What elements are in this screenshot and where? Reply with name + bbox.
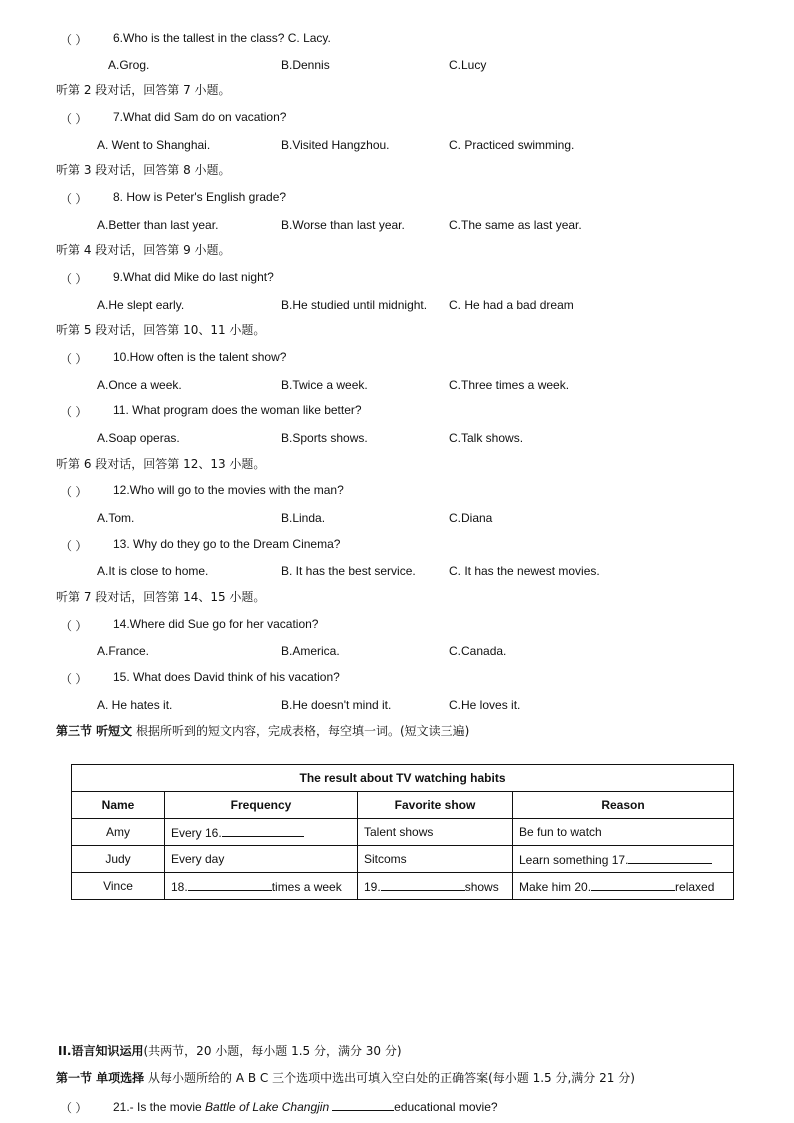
option-c: C.Canada.: [449, 644, 507, 658]
question-7: 7.What did Sam do on vacation?: [113, 110, 287, 124]
option-b: B.Visited Hangzhou.: [281, 138, 390, 152]
question-10: 10.How often is the talent show?: [113, 350, 287, 364]
answer-blank-16[interactable]: [222, 825, 304, 837]
option-b: B.He studied until midnight.: [281, 298, 428, 312]
option-b: B.Worse than last year.: [281, 218, 405, 232]
cell-frequency: [165, 873, 358, 900]
answer-paren: （ ）: [60, 1101, 88, 1115]
question-14: 14.Where did Sue go for her vacation?: [113, 617, 319, 631]
cell-frequency: Every day: [165, 846, 358, 873]
cell-reason: Be fun to watch: [513, 819, 734, 846]
cell-reason: [513, 846, 734, 873]
dialogue-header-6: 听第 6 段对话，回答第 12、13 小题。: [56, 457, 266, 471]
tv-habits-table: [71, 764, 734, 900]
option-a: A.Tom.: [97, 511, 135, 525]
question-15: 15. What does David think of his vacation?: [113, 670, 340, 684]
option-a: A.Better than last year.: [97, 218, 219, 232]
answer-paren: （ ）: [60, 352, 88, 366]
question-11: 11. What program does the woman like better?: [113, 403, 362, 417]
option-a: A. He hates it.: [97, 698, 173, 712]
section-3-instruction: 根据所听到的短文内容，完成表格，每空填一词。(短文读三遍): [132, 724, 470, 738]
option-b: B.America.: [281, 644, 340, 658]
answer-paren: （ ）: [60, 539, 88, 553]
cell-name: Amy: [72, 819, 165, 846]
table-row: [72, 846, 734, 873]
section-3-title: 第三节 听短文: [56, 724, 133, 738]
option-b: B.He doesn't mind it.: [281, 698, 392, 712]
cell-name: Judy: [72, 846, 165, 873]
option-c: C.He loves it.: [449, 698, 521, 712]
part-2-heading: [58, 1044, 402, 1058]
column-header-favorite-show: Favorite show: [358, 792, 513, 819]
cell-name: Vince: [72, 873, 165, 900]
answer-paren: （ ）: [60, 112, 88, 126]
answer-paren: （ ）: [60, 272, 88, 286]
option-a: A.France.: [97, 644, 150, 658]
question-9: 9.What did Mike do last night?: [113, 270, 274, 284]
answer-blank-18[interactable]: [188, 879, 272, 891]
question-8: 8. How is Peter's English grade?: [113, 190, 287, 204]
question-21: [113, 1099, 498, 1114]
answer-blank-21[interactable]: [332, 1099, 394, 1111]
section-1-instruction: 从每小题所给的 A B C 三个选项中选出可填入空白处的正确答案(每小题 1.5 分,满分 21 分): [144, 1071, 635, 1085]
cell-reason: [513, 873, 734, 900]
dialogue-header-2: 听第 2 段对话，回答第 7 小题。: [56, 83, 231, 97]
part-2-section-1-heading: [56, 1071, 635, 1085]
option-c: C. It has the newest movies.: [449, 564, 600, 578]
section-1-title: 第一节 单项选择: [56, 1071, 145, 1085]
answer-blank-17[interactable]: [628, 852, 712, 864]
option-c: C.Lucy: [449, 58, 487, 72]
option-b: B.Sports shows.: [281, 431, 368, 445]
cell-favorite-show: Talent shows: [358, 819, 513, 846]
option-a: A.Grog.: [108, 58, 150, 72]
answer-paren: （ ）: [60, 192, 88, 206]
column-header-frequency: Frequency: [165, 792, 358, 819]
answer-blank-20[interactable]: [591, 879, 675, 891]
question-6: 6.Who is the tallest in the class? C. Lacy.: [113, 31, 331, 45]
column-header-reason: Reason: [513, 792, 734, 819]
answer-paren: （ ）: [60, 33, 88, 47]
option-a: A.He slept early.: [97, 298, 185, 312]
section-3-heading: [56, 724, 469, 738]
option-b: B.Dennis: [281, 58, 330, 72]
answer-paren: （ ）: [60, 485, 88, 499]
option-b: B.Twice a week.: [281, 378, 368, 392]
cell-favorite-show: [358, 873, 513, 900]
question-12: 12.Who will go to the movies with the man?: [113, 483, 344, 497]
cell-text: times a week: [271, 879, 342, 894]
part-2-title: II.语言知识运用: [58, 1044, 144, 1058]
dialogue-header-5: 听第 5 段对话，回答第 10、11 小题。: [56, 323, 266, 337]
dialogue-header-7: 听第 7 段对话，回答第 14、15 小题。: [56, 590, 266, 604]
cell-text: Make him 20.: [519, 879, 592, 894]
answer-paren: （ ）: [60, 405, 88, 419]
dialogue-header-3: 听第 3 段对话，回答第 8 小题。: [56, 163, 231, 177]
option-c: C. He had a bad dream: [449, 298, 574, 312]
question-text: 21.- Is the movie: [113, 1100, 206, 1114]
cell-text: Every 16.: [171, 825, 222, 840]
dialogue-header-4: 听第 4 段对话，回答第 9 小题。: [56, 243, 231, 257]
cell-text: 18.: [171, 879, 188, 894]
table-caption: The result about TV watching habits: [72, 765, 734, 792]
option-a: A.It is close to home.: [97, 564, 209, 578]
cell-text: relaxed: [675, 879, 715, 894]
column-header-name: Name: [72, 792, 165, 819]
option-a: A.Once a week.: [97, 378, 182, 392]
option-b: B. It has the best service.: [281, 564, 416, 578]
question-13: 13. Why do they go to the Dream Cinema?: [113, 537, 341, 551]
cell-text: shows: [464, 879, 499, 894]
option-a: A.Soap operas.: [97, 431, 180, 445]
answer-paren: （ ）: [60, 672, 88, 686]
cell-frequency: [165, 819, 358, 846]
question-text: educational movie?: [394, 1100, 498, 1114]
answer-blank-19[interactable]: [381, 879, 465, 891]
option-c: C.Diana: [449, 511, 493, 525]
option-c: C.The same as last year.: [449, 218, 582, 232]
cell-favorite-show: Sitcoms: [358, 846, 513, 873]
option-c: C. Practiced swimming.: [449, 138, 575, 152]
answer-paren: （ ）: [60, 619, 88, 633]
option-b: B.Linda.: [281, 511, 326, 525]
option-a: A. Went to Shanghai.: [97, 138, 211, 152]
table-row: [72, 819, 734, 846]
part-2-note: (共两节，20 小题，每小题 1.5 分，满分 30 分): [143, 1044, 402, 1058]
cell-text: 19.: [364, 879, 381, 894]
option-c: C.Three times a week.: [449, 378, 570, 392]
table-row: [72, 873, 734, 900]
option-c: C.Talk shows.: [449, 431, 524, 445]
cell-text: Learn something 17.: [519, 852, 629, 867]
movie-title: Battle of Lake Changjin: [205, 1100, 330, 1114]
